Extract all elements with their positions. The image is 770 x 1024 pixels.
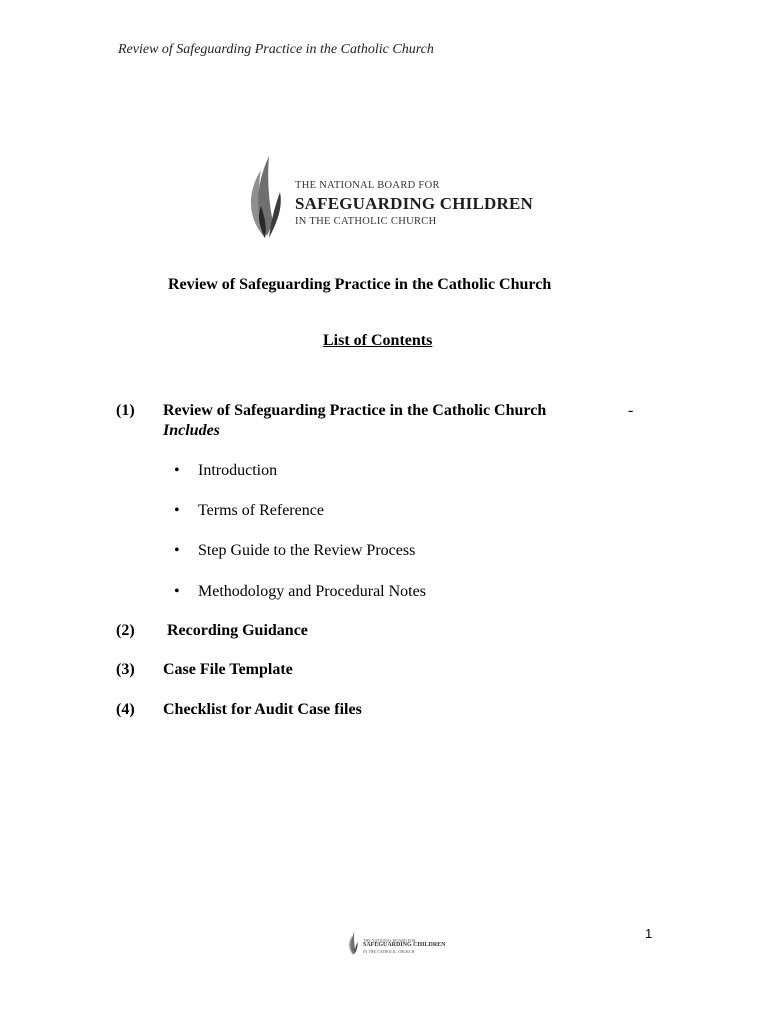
bullet-icon: • [174, 462, 180, 479]
page-number: 1 [645, 926, 653, 941]
subitem: Terms of Reference [198, 502, 324, 519]
entry-title: Checklist for Audit Case files [163, 701, 362, 718]
entry-number: (1) [116, 402, 135, 419]
subitem: Step Guide to the Review Process [198, 542, 416, 559]
entry-number: (4) [116, 701, 135, 718]
bullet-icon: • [174, 502, 180, 519]
logo-line-1: THE NATIONAL BOARD FOR [295, 180, 440, 191]
document-title: Review of Safeguarding Practice in the Catholic Church [168, 276, 552, 293]
includes-label: Includes [163, 422, 220, 439]
logo-line-3: IN THE CATHOLIC CHURCH [295, 216, 437, 227]
logo-line-2: SAFEGUARDING CHILDREN [295, 194, 533, 213]
subitem: Methodology and Procedural Notes [198, 583, 426, 600]
flame-leaves-icon [347, 928, 361, 958]
running-header: Review of Safeguarding Practice in the Catholic Church [118, 42, 434, 57]
flame-leaves-icon [243, 152, 293, 240]
entry-number: (3) [116, 661, 135, 678]
bullet-icon: • [174, 583, 180, 600]
entry-title: Case File Template [163, 661, 293, 678]
entry-number: (2) [116, 622, 135, 639]
entry-title: Recording Guidance [167, 622, 308, 639]
bullet-icon: • [174, 542, 180, 559]
subitem: Introduction [198, 462, 278, 479]
footer-logo-line-1: THE NATIONAL BOARD FOR [363, 938, 416, 943]
footer-logo-line-3: IN THE CATHOLIC CHURCH [363, 949, 415, 954]
nbsc-logo [243, 152, 543, 240]
entry-dash: - [628, 402, 634, 419]
footer-logo [347, 928, 447, 958]
footer-logo-line-2: SAFEGUARDING CHILDREN [363, 942, 446, 948]
entry-title: Review of Safeguarding Practice in the Catholic Church [163, 402, 547, 419]
contents-heading: List of Contents [323, 332, 433, 349]
